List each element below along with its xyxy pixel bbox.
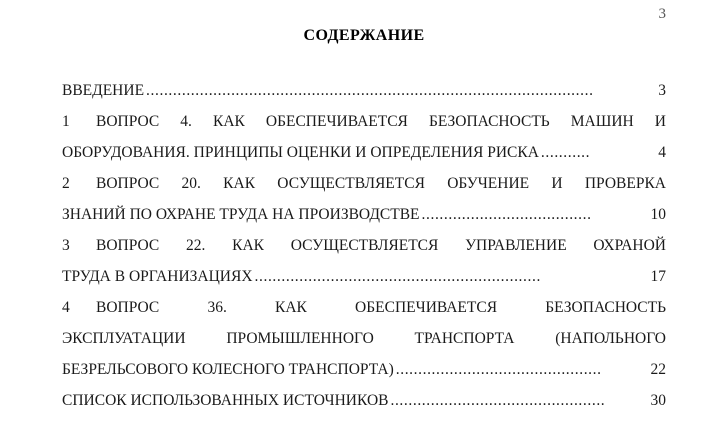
toc-entry[interactable]: [62, 168, 666, 230]
toc-entry-line: [62, 75, 666, 106]
toc-entry-line: [62, 385, 666, 416]
toc-entry-number: 3: [62, 237, 70, 254]
table-of-contents: [62, 75, 666, 416]
toc-entry-number: 2: [62, 175, 70, 192]
toc-dot-leader: ................................................: [390, 392, 606, 409]
toc-entry-title: ВВЕДЕНИЕ: [62, 82, 145, 99]
toc-entry-line: [62, 199, 666, 230]
toc-entry-title: ВОПРОС 22. КАК ОСУЩЕСТВЛЯЕТСЯ УПРАВЛЕНИЕ ОХРАНОЙ: [96, 237, 666, 254]
toc-entry-title-cont: ЗНАНИЙ ПО ОХРАНЕ ТРУДА НА ПРОИЗВОДСТВЕ: [62, 206, 420, 223]
toc-entry-line: [62, 168, 666, 199]
toc-dot-leader: ....................................................................................................: [146, 82, 594, 99]
toc-entry-title-cont: ЭКСПЛУАТАЦИИ ПРОМЫШЛЕННОГО ТРАНСПОРТА (НАПОЛЬНОГО: [62, 330, 666, 347]
page-number: 3: [658, 6, 666, 22]
toc-page-number: 10: [650, 206, 666, 223]
toc-entry[interactable]: [62, 75, 666, 106]
toc-page-number: 22: [650, 361, 666, 378]
toc-dot-leader: ................................................................: [254, 268, 541, 285]
toc-page-number: 17: [650, 268, 666, 285]
toc-entry-line: [62, 354, 666, 385]
toc-entry-title: ВОПРОС 36. КАК ОБЕСПЕЧИВАЕТСЯ БЕЗОПАСНОСТЬ: [96, 299, 666, 316]
toc-entry-title: СПИСОК ИСПОЛЬЗОВАННЫХ ИСТОЧНИКОВ: [62, 392, 389, 409]
toc-entry-line: [62, 230, 666, 261]
toc-entry-title-cont: ОБОРУДОВАНИЯ. ПРИНЦИПЫ ОЦЕНКИ И ОПРЕДЕЛЕНИЯ РИСКА: [62, 144, 539, 161]
toc-entry[interactable]: [62, 106, 666, 168]
toc-entry-line: [62, 292, 666, 323]
toc-dot-leader: ..............................................: [395, 361, 602, 378]
page-title: СОДЕРЖАНИЕ: [303, 27, 425, 44]
toc-entry-line: [62, 106, 666, 137]
toc-entry-title: ВОПРОС 20. КАК ОСУЩЕСТВЛЯЕТСЯ ОБУЧЕНИЕ И ПРОВЕРКА: [96, 175, 666, 192]
toc-page-number: 30: [650, 392, 666, 409]
toc-entry[interactable]: [62, 230, 666, 292]
toc-entry-line: [62, 261, 666, 292]
toc-entry-line: [62, 137, 666, 168]
toc-entry[interactable]: [62, 385, 666, 416]
toc-page-number: 4: [658, 144, 666, 161]
toc-entry-number: 1: [62, 113, 70, 130]
toc-entry[interactable]: [62, 292, 666, 385]
toc-entry-number: 4: [62, 299, 70, 316]
toc-entry-title: ВОПРОС 4. КАК ОБЕСПЕЧИВАЕТСЯ БЕЗОПАСНОСТЬ МАШИН И: [96, 113, 666, 130]
toc-entry-line: [62, 323, 666, 354]
toc-page-number: 3: [658, 82, 666, 99]
toc-dot-leader: ...........: [540, 144, 591, 161]
toc-entry-title-cont: БЕЗРЕЛЬСОВОГО КОЛЕСНОГО ТРАНСПОРТА): [62, 361, 394, 378]
toc-dot-leader: ......................................: [421, 206, 592, 223]
toc-entry-title-cont: ТРУДА В ОРГАНИЗАЦИЯХ: [62, 268, 253, 285]
